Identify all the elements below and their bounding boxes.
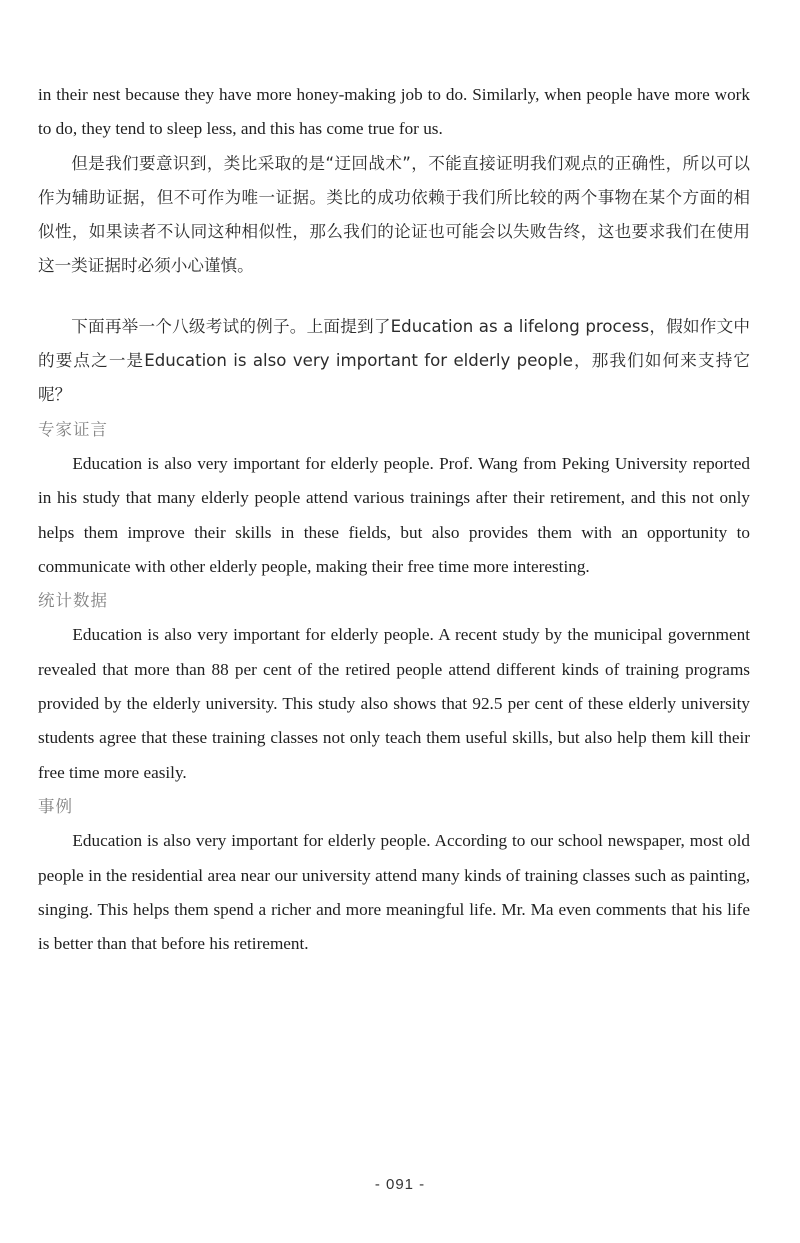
section-label-expert: 专家证言 (38, 419, 108, 439)
page-number: - 091 - (374, 1176, 426, 1193)
section-text-statistics: Education is also very important for elderly people. A recent study by the municipal government revealed that more than 88 per cent of the retired people attend different kinds of training programs provided by the elderly university. This study also shows that 92.5 per cent of these elderly university students agree that these training classes not only teach them useful skills, but also help them kill their free time more easily. (38, 625, 750, 782)
analogy-note-paragraph: 但是我们要意识到，类比采取的是“迂回战术”，不能直接证明我们观点的正确性，所以可以作为辅助证据，但不可作为唯一证据。类比的成功依赖于我们所比较的两个事物在某个方面的相似性，如果读者不认同这种相似性，那么我们的论证也可能会以失败告终，这也要求我们在使用这一类证据时必须小心谨慎。 (38, 153, 750, 276)
section-expert-testimony (38, 413, 750, 584)
section-label-statistics: 统计数据 (38, 591, 108, 611)
section-example (38, 790, 750, 961)
page-content (38, 78, 750, 961)
section-text-expert: Education is also very important for elderly people. Prof. Wang from Peking University reported in his study that many elderly people attend various trainings after their retirement, and this not only helps them improve their skills in these fields, but also provides them with an opportunity to communicate with other elderly people, making their free time more interesting. (38, 453, 750, 576)
section-label-example: 事例 (38, 796, 73, 816)
intro-paragraph: in their nest because they have more honey-making job to do. Similarly, when people have more work to do, they tend to sleep less, and this has come true for us. (38, 85, 750, 139)
example-intro-paragraph: 下面再举一个八级考试的例子。上面提到了Education as a lifelong process，假如作文中的要点之一是Education is also very important for elderly people，那我们如何来支持它呢？ (38, 316, 750, 405)
paragraph-gap (38, 284, 750, 310)
section-text-example: Education is also very important for elderly people. According to our school newspaper, most old people in the residential area near our university attend many kinds of training classes such as painting, singing. This helps them spend a richer and more meaningful life. Mr. Ma even comments that his life is better than that before his retirement. (38, 831, 750, 954)
section-statistics (38, 584, 750, 790)
